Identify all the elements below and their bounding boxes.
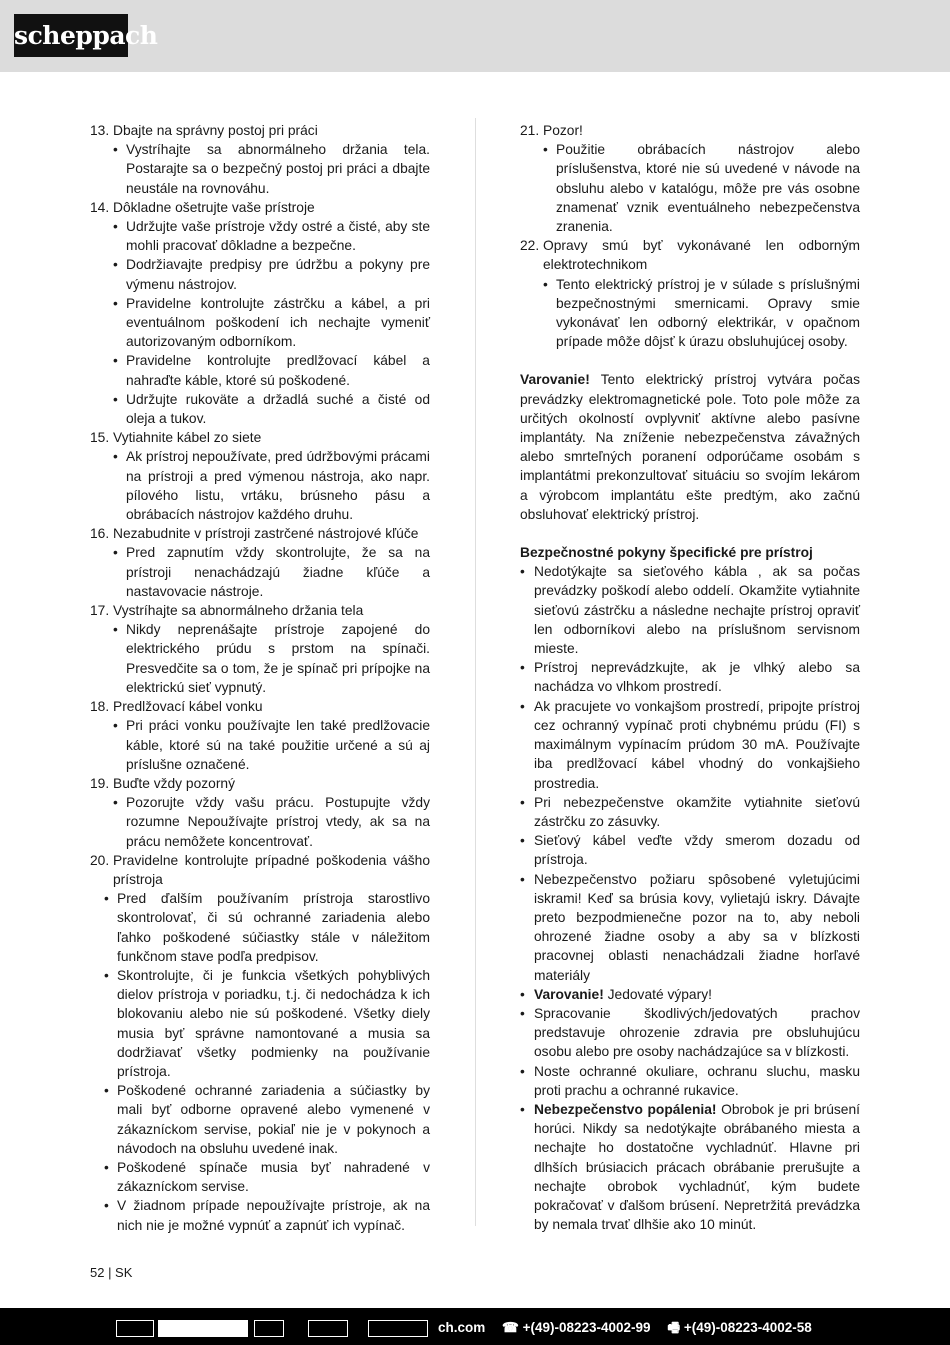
numbered-item (90, 524, 430, 543)
safety-bullet (520, 562, 860, 658)
footer-graphic (368, 1320, 428, 1337)
bullet-item: • Ak prístroj nepoužívate, pred údržbovými prácami na prístroji a pred výmenou nástroja, ako napr. pílového listu, vrtáku, brúsneho pásu a obrábacích nástrojov každého druhu. (113, 447, 430, 524)
footer-graphic (254, 1320, 284, 1337)
numbered-item (90, 428, 430, 447)
item-number: 17. (90, 603, 110, 619)
numbered-item (90, 697, 430, 716)
item-title: Nezabudnite v prístroji zastrčené nástrojové kľúče (113, 526, 419, 542)
bullet-item: • Pozorujte vždy vašu prácu. Postupujte vždy rozumne Nepoužívajte prístroj vtedy, ak sa na prácu nemôžete koncentrovať. (113, 793, 430, 851)
safety-bullet (520, 1004, 860, 1062)
warning-text: Tento elektrický prístroj vytvára počas prevádzky elektromagnetické pole. Toto pole môže za určitých okolností ovplyvniť aktívne alebo pasívne implantáty. Na zníženie nebezpečenstva závažných alebo smrteľných poranení odporúčame osobám s implantátmi prekonzultovať situáciu so svojím lekárom a výrobcom implantátu ešte predtým, ako začnú obsluhovať elektrický prístroj. (520, 372, 860, 522)
item-title: Pozor! (543, 123, 583, 138)
numbered-item (520, 121, 860, 140)
footer-phone: ☎ +(49)-08223-4002-99 (502, 1320, 651, 1335)
bullet-text: Jedovaté výpary! (603, 986, 712, 1002)
bullet-item: • Použitie obrábacích nástrojov alebo príslušenstva, ktoré nie sú uvedené v návode na obsluhu alebo v katalógu, môže pre vás osobne znamenať vznik eventuálneho nebezpečenstva zranenia. (543, 140, 860, 236)
numbered-item (90, 198, 430, 217)
item-number: 19. (90, 775, 110, 791)
bullet-item: • Pri práci vonku používajte len také predlžovacie káble, ktoré sú na také použitie určené a sú aj príslušne označené. (113, 716, 430, 774)
bullet-item: • Udržujte rukoväte a držadlá suché a čisté od oleja a tukov. (113, 390, 430, 428)
bullet-item: • Pravidelne kontrolujte predlžovací kábel a nahraďte káble, ktoré sú poškodené. (113, 351, 430, 389)
section-heading: Bezpečnostné pokyny špecifické pre prístroj (520, 545, 813, 561)
column-divider (475, 118, 476, 1226)
footer-fax: 🖷 +(49)-08223-4002-58 (667, 1320, 812, 1335)
item-title: Predlžovací kábel vonku (113, 699, 263, 715)
safety-bullet (520, 985, 860, 1004)
footer-graphic (308, 1320, 348, 1337)
numbered-item (90, 121, 430, 140)
numbered-item (90, 774, 430, 793)
numbered-item (90, 601, 430, 620)
item-number: 14. (90, 199, 110, 215)
bullet-text: Spracovanie škodlivých/jedovatých prachov predstavuje ohrozenie zdravia pre obsluhujúcu osobu alebo pre osoby nachádzajúce sa v blízkosti. (534, 1005, 860, 1060)
item-number: 22. (520, 238, 540, 254)
bullet-text: Nedotýkajte sa sieťového kábla , ak sa počas prevádzky poškodí alebo oddelí. Okamžite vytiahnite sieťovú zástrčku a následne nechajte prístroj opraviť len odborníkovi alebo na príslušnom servisnom mieste. (534, 564, 860, 657)
bullet-item: • Nikdy neprenášajte prístroje zapojené do elektrického prúdu s prstom na spínači. Presvedčite sa o tom, že je spínač pri prípojke na elektrickú sieť vypnutý. (113, 620, 430, 697)
bullet-item: • Poškodené ochranné zariadenia a súčiastky by mali byť odborne opravené alebo vymenené v zákazníckom servise, pokiaľ nie je v pokynoch a návodoch na obsluhu uvedené inak. (104, 1081, 430, 1158)
bullet-item: • Poškodené spínače musia byť nahradené v zákazníckom servise. (104, 1158, 430, 1196)
footer-bar (0, 1308, 950, 1345)
safety-bullet (520, 870, 860, 985)
bullet-item: • Udržujte vaše prístroje vždy ostré a čisté, aby ste mohli pracovať dôkladne a bezpečne. (113, 217, 430, 255)
safety-bullet (520, 831, 860, 869)
item-title: Dôkladne ošetrujte vaše prístroje (113, 199, 315, 215)
bullet-item: • Dodržiavajte predpisy pre údržbu a pokyny pre výmenu nástrojov. (113, 255, 430, 293)
brand-logo: scheppach (14, 14, 128, 57)
safety-bullet (520, 697, 860, 793)
bullet-text: Sieťový kábel veďte vždy smerom dozadu od prístroja. (534, 833, 860, 868)
bullet-emphasis: Nebezpečenstvo popálenia! (534, 1101, 717, 1117)
warning-label: Varovanie! (520, 372, 590, 388)
bullet-item: • Pred ďalším používaním prístroja starostlivo skontrolovať, či sú ochranné zariadenia alebo ľahko poškodené súčiastky stále v náležitom funkčnom stave podľa predpisov. (104, 889, 430, 966)
bullet-text: Prístroj neprevádzkujte, ak je vlhký alebo sa nachádza vo vlhkom prostredí. (534, 660, 860, 695)
item-title: Vytiahnite kábel zo siete (113, 430, 262, 446)
item-title: Pravidelne kontrolujte prípadné poškodenia vášho prístroja (113, 852, 430, 887)
bullet-text: Noste ochranné okuliare, ochranu sluchu, masku proti prachu a ochranné rukavice. (534, 1063, 860, 1098)
bullet-text: Obrobok je pri brúsení horúci. Nikdy sa nedotýkajte obrábaného miesta a nechajte ho dostatočne vychladnúť. Hlavne pri dlhších brúsiacich prácach obrábanie prerušujte a nechajte obrobok vychladnúť, kým budete pokračovať v ďalšom brúsení. Nepretržitá prevádzka by nemala trvať dlhšie ako 10 minút. (534, 1101, 860, 1233)
bullet-item: • Tento elektrický prístroj je v súlade s príslušnými bezpečnostnými smernicami. Opravy smie vykonávať len odborný elektrikár, v opačnom prípade môže dôjsť k úrazu obsluhujúcej osoby. (543, 275, 860, 352)
safety-bullet (520, 658, 860, 696)
bullet-item: • Pravidelne kontrolujte zástrčku a kábel, a pri eventuálnom poškodení ich nechajte vymeniť autorizovaným odborníkom. (113, 294, 430, 352)
footer-contact (438, 1318, 825, 1341)
safety-bullet (520, 1062, 860, 1100)
item-number: 15. (90, 430, 110, 446)
bullet-text: Ak pracujete vo vonkajšom prostredí, pripojte prístroj cez ochranný vypínač proti chybnému prúdu (FI) s maximálnym vypínacím prúdom 30 mA. Používajte iba predlžovací kábel vhodný do vonkajšieho prostredia. (534, 698, 860, 791)
item-number: 13. (90, 123, 110, 138)
item-title: Opravy smú byť vykonávané len odborným elektrotechnikom (543, 238, 860, 273)
item-title: Buďte vždy pozorný (113, 775, 235, 791)
emf-warning-paragraph (520, 370, 860, 524)
item-title: Dbajte na správny postoj pri práci (113, 123, 318, 138)
item-number: 20. (90, 852, 110, 868)
bullet-text: Pri nebezpečenstve okamžite vytiahnite sieťovú zástrčku zo zásuvky. (534, 794, 860, 829)
safety-bullet (520, 1100, 860, 1234)
footer-website[interactable]: ch.com (438, 1320, 486, 1335)
bullet-item: • Pred zapnutím vždy skontrolujte, že sa na prístroji nenachádzajú žiadne kľúče a nastavovacie nástroje. (113, 543, 430, 601)
left-column (90, 121, 430, 1235)
bullet-emphasis: Varovanie! (534, 986, 604, 1002)
numbered-item (520, 236, 860, 274)
footer-graphic (116, 1320, 154, 1337)
item-number: 21. (520, 123, 540, 138)
page-number: 52 | SK (90, 1265, 133, 1280)
item-number: 16. (90, 526, 110, 542)
item-title: Vystríhajte sa abnormálneho držania tela (113, 603, 364, 619)
header-bar (0, 0, 950, 72)
right-column (520, 121, 860, 1234)
bullet-item: • Skontrolujte, či je funkcia všetkých pohyblivých dielov prístroja v poriadku, t.j. či nedochádza k ich blokovaniu alebo nie sú poškodené. Všetky diely musia byť správne namontované a musia sa dodržiavať všetky podmienky na používanie prístroja. (104, 966, 430, 1081)
bullet-item: • Vystríhajte sa abnormálneho držania tela. Postarajte sa o bezpečný postoj pri práci a dbajte neustále na rovnováhu. (113, 140, 430, 198)
footer-graphic (158, 1320, 248, 1337)
bullet-item: • V žiadnom prípade nepoužívajte prístroje, ak na nich nie je možné vypnúť a zapnúť ich vypínač. (104, 1196, 430, 1234)
safety-bullet (520, 793, 860, 831)
bullet-text: Nebezpečenstvo požiaru spôsobené vyletujúcimi iskrami! Keď sa brúsia kovy, vylietajú iskry. Dávajte preto bezpodmienečne pozor na to, aby neboli ohrozené žiadne osoby a aby sa v blízkosti pracovnej oblasti nenachádzali žiadne horľavé materiály (534, 871, 860, 983)
item-number: 18. (90, 699, 110, 715)
numbered-item (90, 851, 430, 889)
